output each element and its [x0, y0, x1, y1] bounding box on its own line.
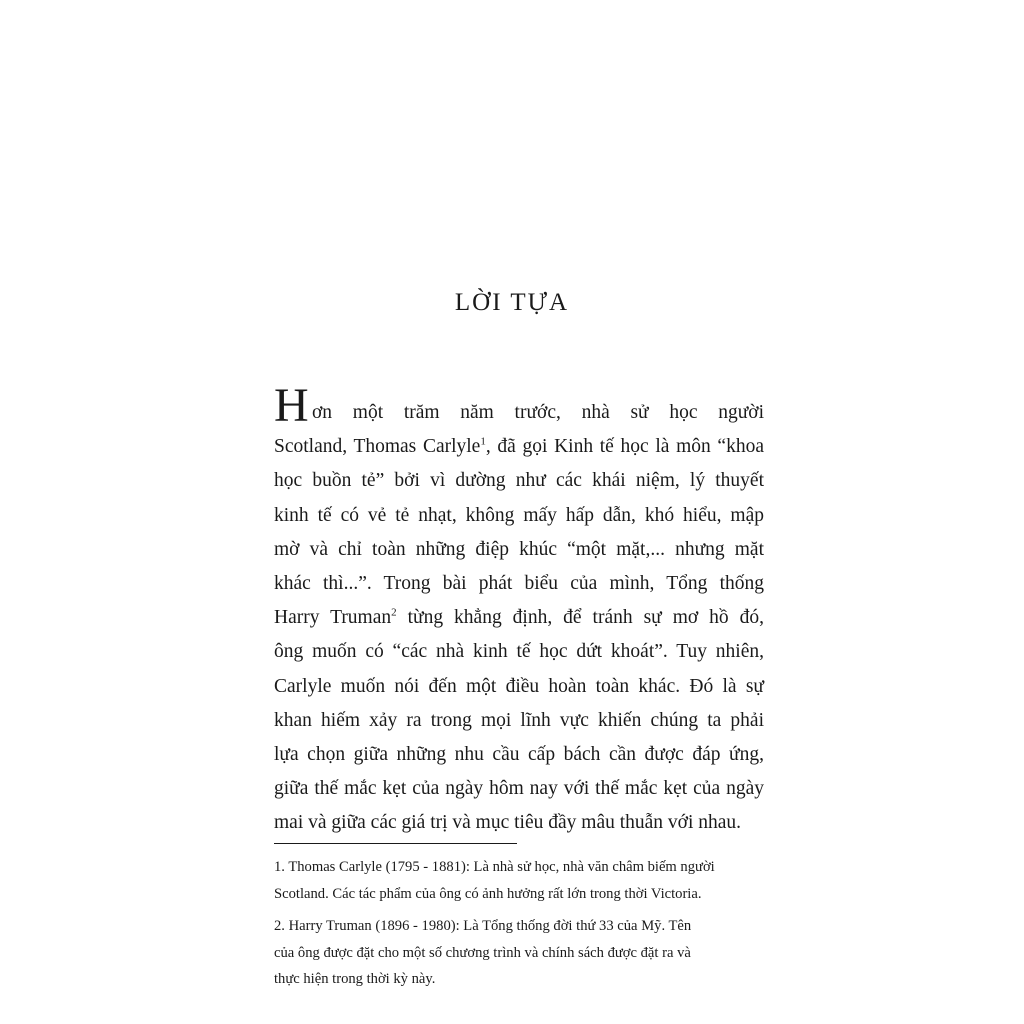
footnotes: [274, 854, 769, 993]
body-line-6: khác thì...”. Trong bài phát biểu của mình, Tổng thống: [274, 572, 764, 594]
footnote-ref-2: 2: [391, 606, 397, 619]
body-line-1: [274, 379, 764, 433]
page-title: LỜI TỰA: [454, 289, 570, 316]
body-line-2-text-b: , đã gọi Kinh tế học là môn “khoa: [485, 436, 764, 458]
body-line-7: [274, 601, 764, 635]
body-line-8: ông muốn có “các nhà kinh tế học dứt khoát”. Tuy nhiên,: [274, 641, 764, 663]
body-line-10: khan hiếm xảy ra trong mọi lĩnh vực khiến chúng ta phải: [274, 709, 764, 731]
footnote-2-line-3: thực hiện trong thời kỳ này.: [274, 971, 436, 987]
drop-cap: H: [274, 379, 309, 433]
footnote-divider: [274, 843, 517, 844]
body-line-12: giữa thế mắc kẹt của ngày hôm nay với thế mắc kẹt của ngày: [274, 778, 764, 800]
body-line-7-text-a: Harry Truman: [274, 607, 392, 629]
body-line-11: lựa chọn giữa những nhu cầu cấp bách cần được đáp ứng,: [274, 743, 764, 765]
body-line-7-text-b: từng khẳng định, để tránh sự mơ hồ đó,: [396, 607, 764, 629]
footnote-ref-1: 1: [480, 435, 486, 448]
footnote-2-line-1: 2. Harry Truman (1896 - 1980): Là Tổng thống đời thứ 33 của Mỹ. Tên: [274, 918, 692, 934]
body-paragraph: [274, 379, 764, 840]
body-line-1-text: ơn một trăm năm trước, nhà sử học người: [312, 402, 764, 423]
footnote-2-line-2: của ông được đặt cho một số chương trình và chính sách được đặt ra và: [274, 944, 691, 961]
footnote-1-line-2: Scotland. Các tác phẩm của ông có ảnh hưởng rất lớn trong thời Victoria.: [274, 885, 702, 902]
body-line-2: [274, 430, 764, 464]
footnote-1-line-1: 1. Thomas Carlyle (1795 - 1881): Là nhà sử học, nhà văn châm biếm người: [274, 859, 715, 875]
body-line-2-text-a: Scotland, Thomas Carlyle: [274, 436, 481, 458]
body-line-3: học buồn tẻ” bởi vì dường như các khái niệm, lý thuyết: [274, 470, 764, 492]
body-line-5: mờ và chỉ toàn những điệp khúc “một mặt,... nhưng mặt: [274, 538, 764, 560]
body-line-9: Carlyle muốn nói đến một điều hoàn toàn khác. Đó là sự: [274, 675, 764, 697]
body-line-13: mai và giữa các giá trị và mục tiêu đầy mâu thuẫn với nhau.: [274, 812, 742, 834]
body-line-4: kinh tế có vẻ tẻ nhạt, không mấy hấp dẫn, khó hiểu, mập: [274, 504, 764, 526]
